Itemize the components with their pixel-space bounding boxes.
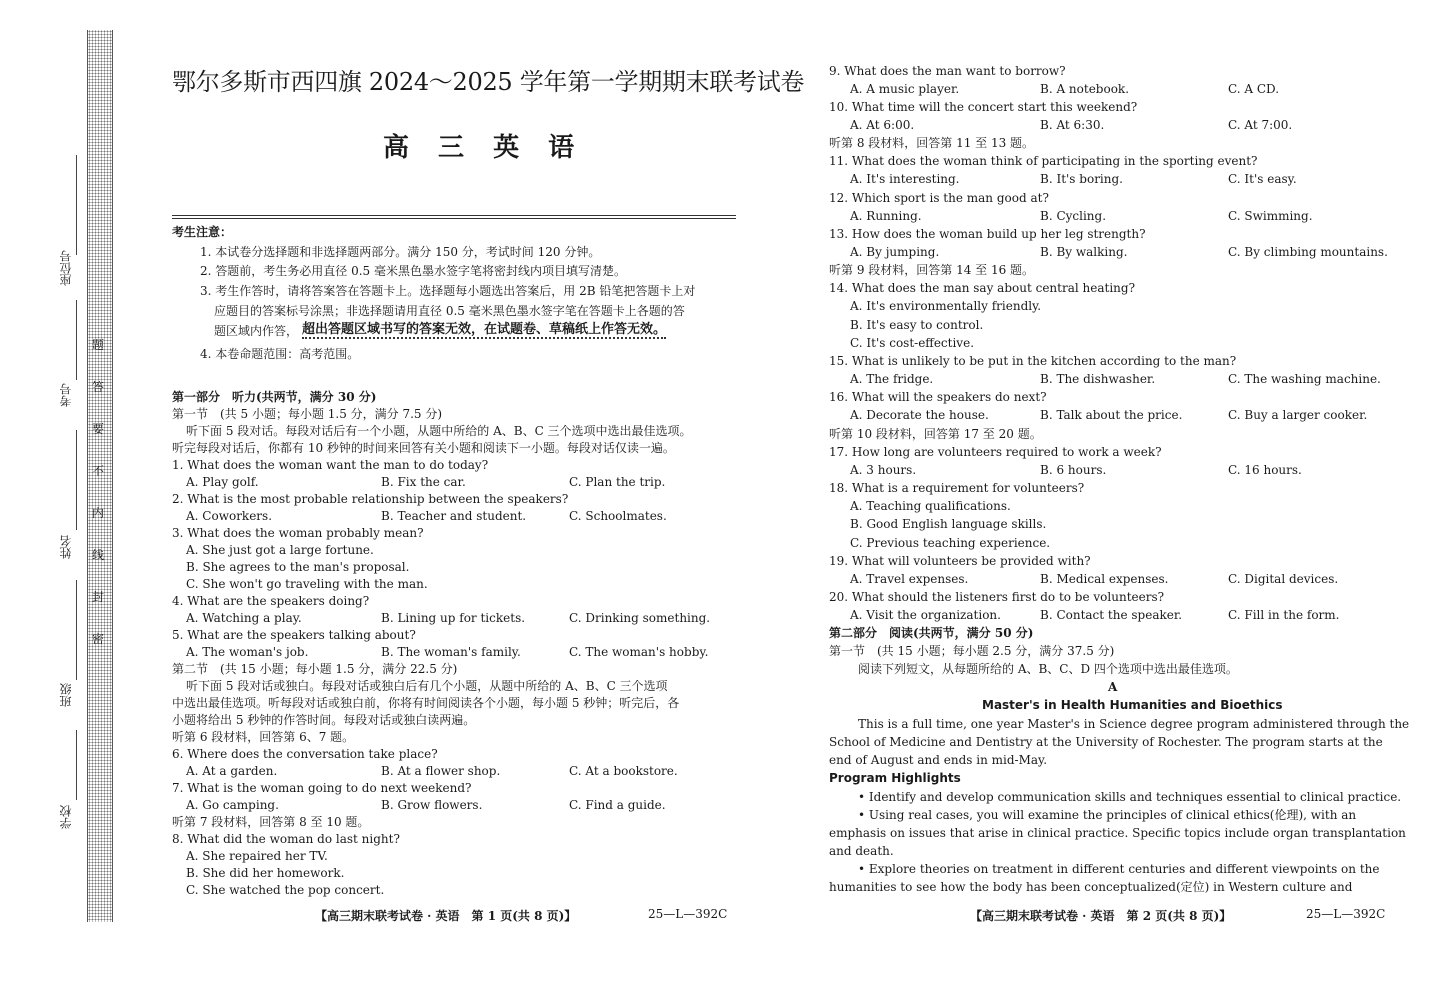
text-line: B. It's boring. [1040,172,1123,186]
text-line: C. A CD. [1228,82,1280,96]
text-line: 18. What is a requirement for volunteers? [829,481,1085,495]
class-label: 班级 [59,683,73,707]
text-line: 第一节 (共 15 小题；每小题 2.5 分，满分 37.5 分) [829,644,1115,658]
text-line: 6. Where does the conversation take place? [172,747,438,761]
exam-title: 鄂尔多斯市西四旗 2024～2025 学年第一学期期末联考试卷 [172,68,805,96]
text-line: B. Lining up for tickets. [381,611,526,625]
text-line: B. Good English language skills. [850,517,1047,531]
notice-item: 3. 考生作答时，请将答案答在答题卡上。选择题每小题选出答案后，用 2B 铅笔把答题卡上对 [200,284,696,298]
text-line: and death. [829,844,894,858]
highlights-heading: Program Highlights [829,771,961,785]
text-line: C. At 7:00. [1228,118,1293,132]
exam-number-line[interactable] [76,300,77,380]
text-line: 20. What should the listeners first do to be volunteers? [829,590,1165,604]
page-footer: 【高三期末联考试卷 · 英语 第 2 页(共 8 页)】 [970,909,1232,923]
seat-number-line[interactable] [76,155,77,255]
text-line: A. The woman's job. [186,645,309,659]
text-line: A. Watching a play. [186,611,302,625]
text-line: 小题将给出 5 秒钟的作答时间。每段对话或独白读两遍。 [172,713,476,727]
text-line: B. Talk about the price. [1040,408,1183,422]
text-line: A. A music player. [850,82,960,96]
text-line: C. Schoolmates. [569,509,667,523]
seat-number-label: 座位号 [59,250,73,286]
text-line: 17. How long are volunteers required to work a week? [829,445,1162,459]
text-line: B. Teacher and student. [381,509,527,523]
text-line: C. 16 hours. [1228,463,1302,477]
text-line: B. A notebook. [1040,82,1130,96]
seal-char: 线 [92,548,105,562]
text-line: • Explore theories on treatment in different centuries and different viewpoints on the [858,862,1380,876]
text-line: A. Travel expenses. [850,572,969,586]
name-label: 姓名 [59,535,73,559]
notice-item: 4. 本卷命题范围：高考范围。 [200,347,360,361]
text-line: end of August and ends in mid-May. [829,753,1048,767]
exam-number-label: 考号 [59,383,73,407]
text-line: 13. How does the woman build up her leg strength? [829,227,1146,241]
text-line: B. Contact the speaker. [1040,608,1183,622]
school-line[interactable] [76,730,77,800]
text-line: B. At 6:30. [1040,118,1105,132]
page-footer: 【高三期末联考试卷 · 英语 第 1 页(共 8 页)】 [315,909,577,923]
text-line: A. Play golf. [186,475,259,489]
text-line: C. It's cost-effective. [850,336,975,350]
text-line: 第一节 (共 5 小题；每小题 1.5 分，满分 7.5 分) [172,407,443,421]
text-line: B. She did her homework. [186,866,345,880]
seal-char: 内 [92,506,105,520]
text-line: 中选出最佳选项。听每段对话或独白前，你将有时间阅读各个小题，每小题 5 秒钟；听完后，各 [172,696,680,710]
text-line: C. Drinking something. [569,611,711,625]
text-line: 14. What does the man say about central heating? [829,281,1136,295]
text-line: 8. What did the woman do last night? [172,832,400,846]
text-line: 阅读下列短文，从每题所给的 A、B、C、D 四个选项中选出最佳选项。 [858,662,1238,676]
seal-char: 要 [92,422,105,436]
text-line: 听第 6 段材料，回答第 6、7 题。 [172,730,355,744]
text-line: C. The woman's hobby. [569,645,709,659]
text-line: B. She agrees to the man's proposal. [186,560,410,574]
text-line: C. Swimming. [1228,209,1313,223]
text-line: 5. What are the speakers talking about? [172,628,416,642]
passage-letter: A [1108,680,1118,694]
text-line: 听第 9 段材料，回答第 14 至 16 题。 [829,263,1035,277]
text-line: A. She repaired her TV. [186,849,328,863]
text-line: This is a full time, one year Master's in Science degree program administered through the [858,717,1410,731]
seal-char: 题 [92,338,105,352]
notice-item: 应题目的答案标号涂黑；非选择题请用直径 0.5 毫米黑色墨水签字笔在答题卡上各题的答 [214,304,685,318]
text-line: A. At a garden. [186,764,278,778]
notice-title: 考生注意： [172,225,233,239]
text-line: 第二节 (共 15 小题；每小题 1.5 分，满分 22.5 分) [172,662,458,676]
text-line: C. She won't go traveling with the man. [186,577,428,591]
text-line: C. Buy a larger cooker. [1228,408,1368,422]
text-line: C. She watched the pop concert. [186,883,385,897]
text-line: A. She just got a large fortune. [186,543,374,557]
text-line: 听下面 5 段对话或独白。每段对话或独白后有几个小题，从题中所给的 A、B、C 三个选项 [186,679,668,693]
text-line: 听下面 5 段对话。每段对话后有一个小题，从题中所给的 A、B、C 三个选项中选出最佳选项。 [186,424,692,438]
text-line: 9. What does the man want to borrow? [829,64,1066,78]
text-line: B. The woman's family. [381,645,521,659]
text-line: C. Previous teaching experience. [850,536,1051,550]
seal-char: 封 [92,590,105,604]
text-line: A. Coworkers. [186,509,273,523]
class-line[interactable] [76,580,77,680]
text-line: B. Grow flowers. [381,798,483,812]
text-line: A. By jumping. [850,245,940,259]
text-line: A. Decorate the house. [850,408,989,422]
text-line: 4. What are the speakers doing? [172,594,370,608]
header-rule [172,215,736,216]
text-line: 10. What time will the concert start this weekend? [829,100,1138,114]
text-line: 第二部分 阅读(共两节，满分 50 分) [829,626,1034,640]
text-line: A. Teaching qualifications. [850,499,1011,513]
name-line[interactable] [76,430,77,530]
text-line: A. Running. [850,209,922,223]
text-line: B. Medical expenses. [1040,572,1169,586]
text-line: C. It's easy. [1228,172,1297,186]
text-line: C. At a bookstore. [569,764,678,778]
text-line: C. Find a guide. [569,798,666,812]
school-label: 学校 [59,805,73,829]
text-line: B. Fix the car. [381,475,466,489]
text-line: C. By climbing mountains. [1228,245,1388,259]
text-line: humanities to see how the body has been conceptualized(定位) in Western culture and [829,880,1353,894]
text-line: B. 6 hours. [1040,463,1107,477]
text-line: A. It's environmentally friendly. [850,299,1042,313]
seal-char: 密 [92,632,105,646]
text-line: emphasis on issues that arise in clinical practice. Specific topics include organ transplantation [829,826,1406,840]
text-line: 3. What does the woman probably mean? [172,526,424,540]
text-line: 1. What does the woman want the man to do today? [172,458,489,472]
text-line: 11. What does the woman think of participating in the sporting event? [829,154,1258,168]
text-line: A. The fridge. [850,372,934,386]
text-line: 15. What is unlikely to be put in the kitchen according to the man? [829,354,1237,368]
notice-item: 2. 答题前，考生务必用直径 0.5 毫米黑色墨水签字笔将密封线内项目填写清楚。 [200,264,626,278]
text-line: B. By walking. [1040,245,1128,259]
text-line: 16. What will the speakers do next? [829,390,1047,404]
text-line: 听完每段对话后，你都有 10 秒钟的时间来回答有关小题和阅读下一小题。每段对话仅读一遍。 [172,441,675,455]
notice-emphasis: 超出答题区域书写的答案无效，在试题卷、草稿纸上作答无效。 [302,322,667,337]
passage-title: Master's in Health Humanities and Bioethics [982,698,1283,712]
text-line: • Using real cases, you will examine the principles of clinical ethics(伦理), with an [858,808,1357,822]
subject-title: 高 三 英 语 [383,133,585,163]
text-line: • Identify and develop communication skills and techniques essential to clinical practice. [858,790,1402,804]
text-line: C. Digital devices. [1228,572,1339,586]
text-line: 听第 8 段材料，回答第 11 至 13 题。 [829,136,1035,150]
text-line: B. At a flower shop. [381,764,501,778]
text-line: 19. What will volunteers be provided with? [829,554,1091,568]
seal-char: 不 [92,464,105,478]
text-line: 12. Which sport is the man good at? [829,191,1049,205]
text-line: C. Fill in the form. [1228,608,1340,622]
seal-char: 答 [92,380,105,394]
paper-code: 25—L—392C [648,907,728,921]
text-line: C. The washing machine. [1228,372,1381,386]
paper-code: 25—L—392C [1306,907,1386,921]
text-line: A. 3 hours. [850,463,917,477]
text-line: B. Cycling. [1040,209,1107,223]
text-line: A. At 6:00. [850,118,915,132]
text-line: 听第 7 段材料，回答第 8 至 10 题。 [172,815,370,829]
notice-item: 题区域内作答， [214,324,299,338]
text-line: B. It's easy to control. [850,318,984,332]
text-line: School of Medicine and Dentistry at the University of Rochester. The program starts at the [829,735,1383,749]
text-line: 听第 10 段材料，回答第 17 至 20 题。 [829,427,1042,441]
text-line: C. Plan the trip. [569,475,666,489]
header-rule [172,218,736,219]
text-line: B. The dishwasher. [1040,372,1156,386]
text-line: A. Go camping. [186,798,279,812]
text-line: A. Visit the organization. [850,608,1001,622]
text-line: 第一部分 听力(共两节，满分 30 分) [172,390,377,404]
notice-item: 1. 本试卷分选择题和非选择题两部分。满分 150 分，考试时间 120 分钟。 [200,245,601,259]
text-line: 7. What is the woman going to do next weekend? [172,781,472,795]
text-line: 2. What is the most probable relationship between the speakers? [172,492,569,506]
text-line: A. It's interesting. [850,172,960,186]
